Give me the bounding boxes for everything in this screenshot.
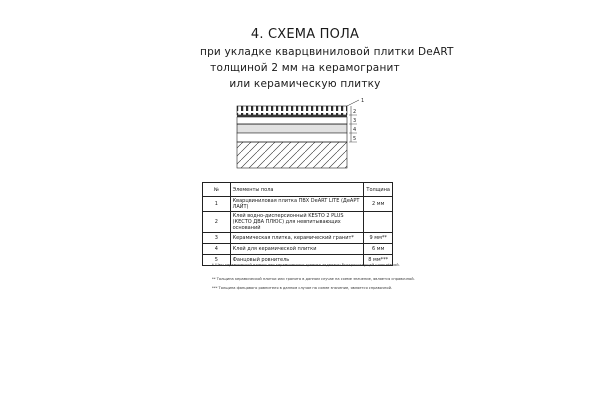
- table-row: [203, 244, 393, 255]
- layer-ceramic-tile: [237, 117, 347, 124]
- row-thickness: [364, 212, 393, 233]
- floor-layer-diagram: [225, 96, 375, 176]
- layer-leveller: [237, 133, 347, 142]
- row-thickness: 8 мм***: [364, 255, 393, 266]
- layer-vinyl-tile: [237, 106, 347, 115]
- table-row: [203, 233, 393, 244]
- layer-adhesive: [237, 115, 347, 117]
- row-num: 5: [203, 255, 231, 266]
- header-thickness: Толщина: [364, 183, 393, 197]
- row-thickness: 2 мм: [364, 197, 393, 212]
- header-name: Элементы пола: [230, 183, 364, 197]
- row-thickness: 9 мм**: [364, 233, 393, 244]
- row-num: 4: [203, 244, 231, 255]
- row-num: 1: [203, 197, 231, 212]
- row-name: Фанцовый ровнитель: [230, 255, 364, 266]
- row-num: 2: [203, 212, 231, 233]
- table-header-row: [203, 183, 393, 197]
- layer-tile-adhesive: [237, 124, 347, 133]
- dimension-label-1: 1: [361, 98, 365, 104]
- subtitle-line-1: при укладке кварцвиниловой плитки DeART: [200, 46, 454, 58]
- row-name: Клей для керамической плитки: [230, 244, 364, 255]
- footnote-1: * Швы керамической плитки или керамического гранита заделаны быстросохнущей шпаклёвкой.: [212, 263, 400, 267]
- subtitle-line-3: или керамическую плитку: [229, 78, 381, 90]
- floor-elements-table: [202, 182, 393, 266]
- subtitle-line-2: толщиной 2 мм на керамогранит: [210, 62, 400, 74]
- table-row: [203, 197, 393, 212]
- dimension-label-5: 5: [353, 136, 357, 142]
- footnote-2: ** Толщина керамической плитки или гранита в данном случае на схеме значение, является справочной.: [212, 277, 415, 281]
- row-thickness: 6 мм: [364, 244, 393, 255]
- row-name: Керамическая плитка, керамический гранит*: [230, 233, 364, 244]
- header-num: №: [203, 183, 231, 197]
- footnote-3: *** Толщина фанцового ровнителя в данном случае на схеме значение, является справочной.: [212, 286, 393, 290]
- dimension-label-3: 3: [353, 118, 357, 124]
- row-num: 3: [203, 233, 231, 244]
- row-name: Кварцвиниловая плитка ПВХ DeART LITE (ДеАРТ ЛАЙТ): [230, 197, 364, 212]
- concrete-base: [237, 142, 347, 168]
- dimension-label-4: 4: [353, 127, 357, 133]
- document-title: 4. СХЕМА ПОЛА: [250, 27, 360, 42]
- row-name: Клей водно-дисперсионный KESTO 2 PLUS (КЕСТО ДВА ПЛЮС) для невпитывающих оснований: [230, 212, 364, 233]
- dimension-label-2: 2: [353, 109, 357, 115]
- table-row: [203, 212, 393, 233]
